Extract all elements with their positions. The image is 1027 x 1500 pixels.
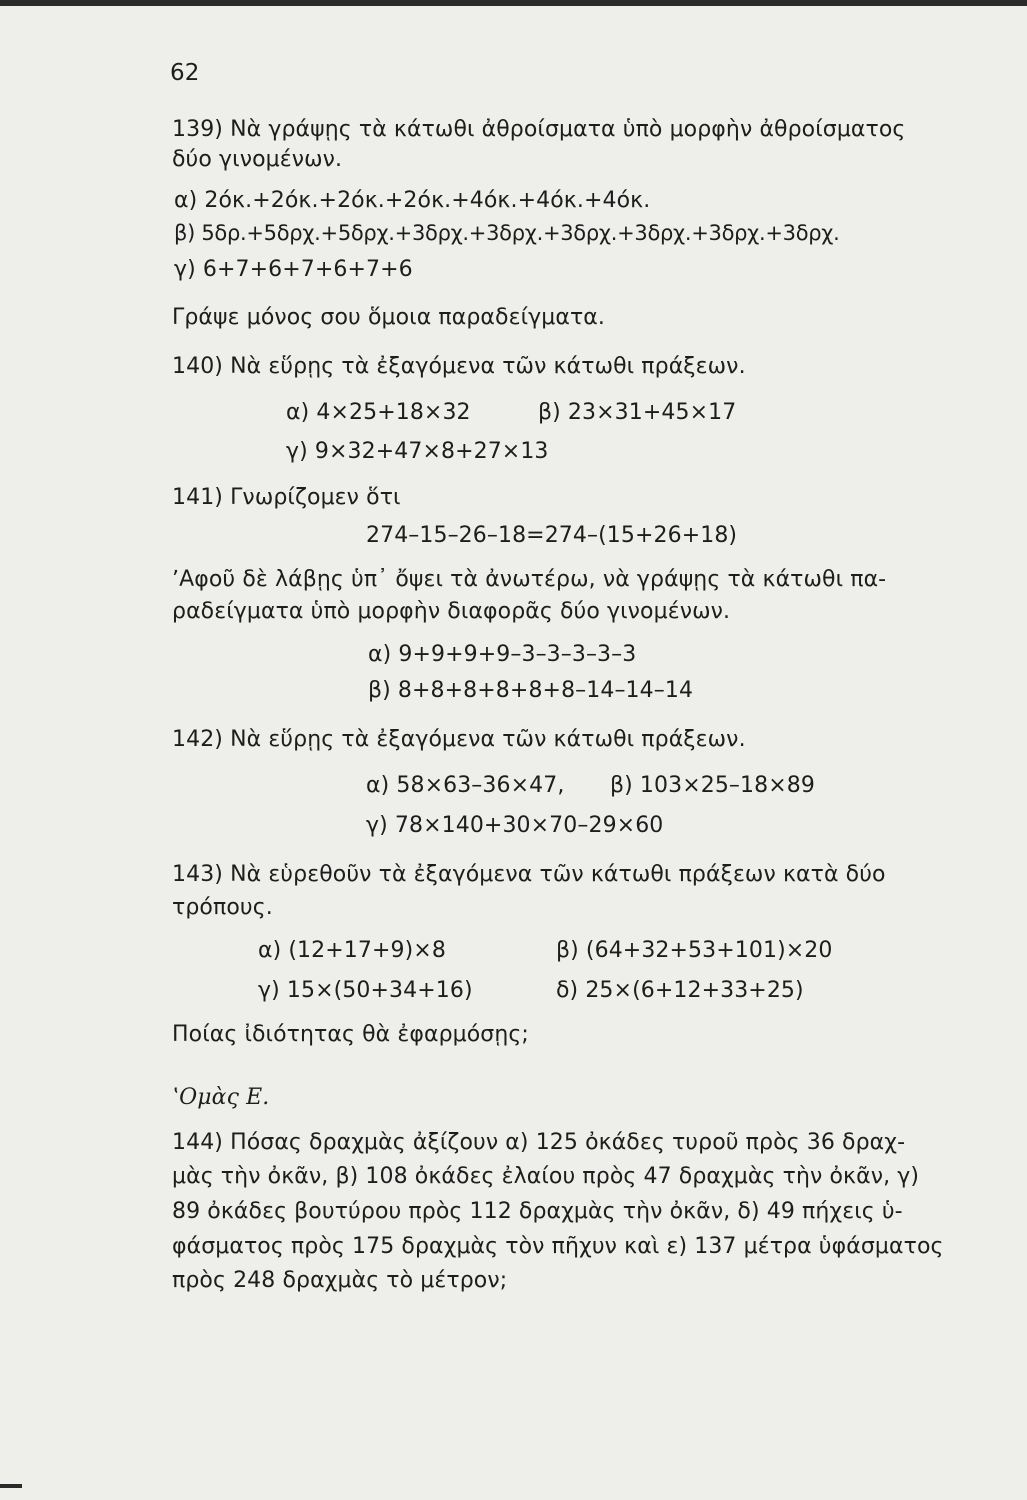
exercise-142-b: β) 103×25–18×89 — [610, 773, 815, 798]
exercise-141-text-cont: ʼΑφοῦ δὲ λάβῃς ὑπ᾿ ὄψει τὰ ἀνωτέρω, νὰ γράψῃς τὰ κάτωθι πα- — [172, 567, 887, 592]
exercise-144-text: 144) Πόσας δραχμὰς ἀξίζουν α) 125 ὀκάδες τυροῦ πρὸς 36 δραχ- — [172, 1130, 906, 1155]
exercise-141-a: α) 9+9+9+9–3–3–3–3–3 — [368, 642, 637, 667]
page-number: 62 — [170, 60, 200, 86]
exercise-141-formula: 274–15–26–18=274–(15+26+18) — [366, 523, 738, 548]
exercise-141-text-cont2: ραδείγματα ὑπὸ μορφὴν διαφορᾶς δύο γινομένων. — [172, 599, 731, 624]
exercise-139-text: 139) Νὰ γράψῃς τὰ κάτωθι ἀθροίσματα ὑπὸ μορφὴν ἀθροίσματος — [172, 117, 906, 142]
exercise-139-text-cont: δύο γινομένων. — [172, 147, 343, 172]
exercise-144-text-cont4: πρὸς 248 δραχμὰς τὸ μέτρον; — [172, 1268, 508, 1293]
exercise-143-d: δ) 25×(6+12+33+25) — [556, 978, 804, 1003]
exercise-144-text-cont: μὰς τὴν ὀκᾶν, β) 108 ὀκάδες ἐλαίου πρὸς 47 δραχμὰς τὴν ὀκᾶν, γ) — [172, 1164, 920, 1189]
exercise-140-b: β) 23×31+45×17 — [538, 400, 737, 425]
exercise-141-b: β) 8+8+8+8+8+8–14–14–14 — [368, 678, 694, 703]
exercise-142-text: 142) Νὰ εὕρῃς τὰ ἐξαγόμενα τῶν κάτωθι πράξεων. — [172, 727, 746, 752]
exercise-139-c: γ) 6+7+6+7+6+7+6 — [174, 257, 413, 282]
exercise-143-text-cont: τρόπους. — [172, 895, 273, 920]
exercise-144-text-cont2: 89 ὀκάδες βουτύρου πρὸς 112 δραχμὰς τὴν ὀκᾶν, δ) 49 πήχεις ὑ- — [172, 1199, 903, 1224]
scan-edge — [0, 0, 1027, 6]
exercise-142-c: γ) 78×140+30×70–29×60 — [366, 813, 664, 838]
scan-mark — [0, 1484, 22, 1488]
exercise-141-text: 141) Γνωρίζομεν ὅτι — [172, 485, 401, 510]
exercise-143-b: β) (64+32+53+101)×20 — [556, 938, 833, 963]
exercise-140-a: α) 4×25+18×32 — [286, 400, 471, 425]
exercise-140-c: γ) 9×32+47×8+27×13 — [286, 439, 549, 464]
exercise-143-question: Ποίας ἰδιότητας θὰ ἐφαρμόσῃς; — [172, 1022, 529, 1047]
exercise-144-text-cont3: φάσματος πρὸς 175 δραχμὰς τὸν πῆχυν καὶ ε) 137 μέτρα ὑφάσματος — [172, 1234, 944, 1259]
exercise-140-text: 140) Νὰ εὕρῃς τὰ ἐξαγόμενα τῶν κάτωθι πράξεων. — [172, 354, 746, 379]
exercise-139-b: β) 5δρ.+5δρχ.+5δρχ.+3δρχ.+3δρχ.+3δρχ.+3δρχ.+3δρχ.+3δρχ. — [174, 221, 840, 245]
exercise-143-text: 143) Νὰ εὑρεθοῦν τὰ ἐξαγόμενα τῶν κάτωθι πράξεων κατὰ δύο — [172, 862, 886, 887]
exercise-143-a: α) (12+17+9)×8 — [258, 938, 446, 963]
exercise-139-note: Γράψε μόνος σου ὅμοια παραδείγματα. — [172, 305, 605, 330]
exercise-143-c: γ) 15×(50+34+16) — [258, 978, 473, 1003]
exercise-139-a: α) 2όκ.+2όκ.+2όκ.+2όκ.+4όκ.+4όκ.+4όκ. — [174, 188, 651, 213]
group-heading: ʽΟμὰς Ε. — [172, 1085, 270, 1110]
exercise-142-a: α) 58×63–36×47, — [366, 773, 565, 798]
